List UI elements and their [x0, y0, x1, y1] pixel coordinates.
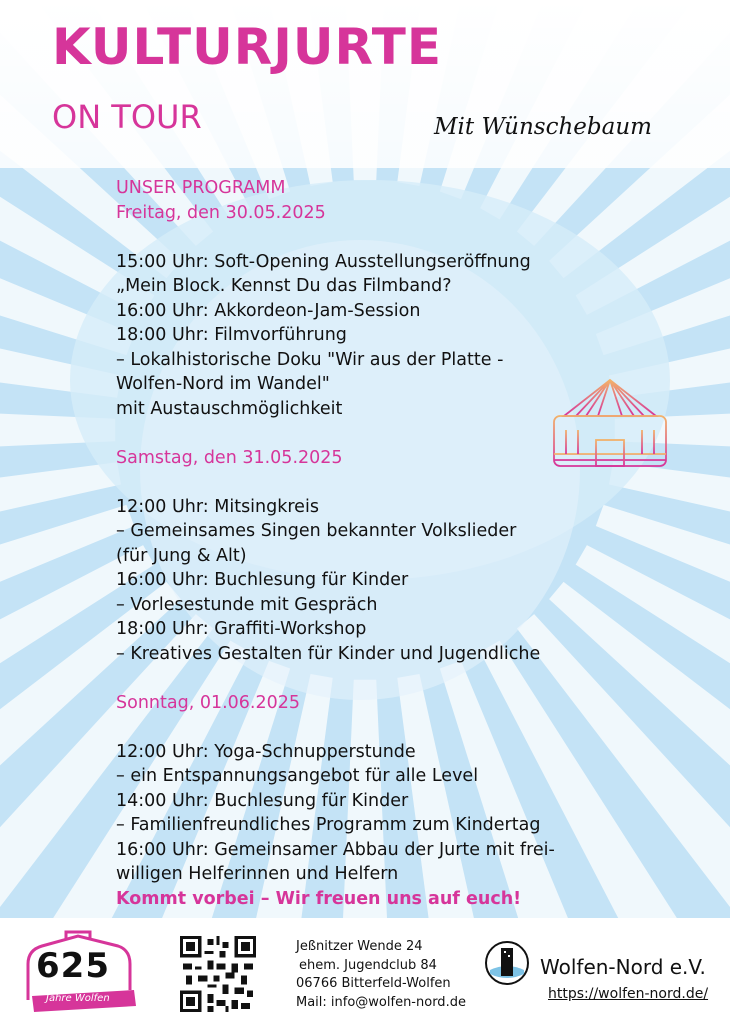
program-line: – ein Entspannungsangebot für alle Level: [116, 766, 479, 786]
poster-subtitle: ON TOUR: [52, 98, 202, 136]
program-line: – Vorlesestunde mit Gespräch: [116, 594, 378, 615]
program-line: 16:00 Uhr: Gemeinsamer Abbau der Jurte mit frei-: [116, 839, 555, 860]
address-line: 06766 Bitterfeld-Wolfen: [296, 976, 451, 991]
program-line: – Gemeinsames Singen bekannter Volkslieder: [116, 521, 517, 541]
program-line: (für Jung & Alt): [116, 545, 247, 566]
day-date: Samstag, den 31.05.2025: [116, 447, 343, 468]
address-line: Jeßnitzer Wende 24: [296, 939, 423, 954]
address-line: ehem. Jugendclub 84: [299, 957, 437, 973]
program-line: „Mein Block. Kennst Du das Filmband?: [116, 276, 452, 296]
program-heading: UNSER PROGRAMM: [116, 178, 286, 198]
address-block: [296, 938, 466, 1012]
program-line: 16:00 Uhr: Buchlesung für Kinder: [116, 570, 409, 590]
logo-number: 625: [36, 946, 110, 986]
program-line: – Lokalhistorische Doku "Wir aus der Platte -: [116, 349, 504, 370]
program-line: 12:00 Uhr: Yoga-Schnupperstunde: [116, 741, 416, 762]
day-block: [116, 201, 676, 422]
program-line: Wolfen-Nord im Wandel": [116, 374, 330, 394]
program-line: – Kreatives Gestalten für Kinder und Jugendliche: [116, 643, 541, 664]
day-block: [116, 446, 676, 667]
poster-tagline: Mit Wünschebaum: [434, 114, 652, 140]
program-line: – Familienfreundliches Programm zum Kindertag: [116, 815, 541, 835]
qr-code-icon: [180, 936, 256, 1012]
program-line: 16:00 Uhr: Akkordeon-Jam-Session: [116, 300, 421, 321]
program-line: mit Austauschmöglichkeit: [116, 398, 343, 419]
program-line: 15:00 Uhr: Soft-Opening Ausstellungseröffnung: [116, 251, 531, 272]
program-line: 18:00 Uhr: Filmvorführung: [116, 325, 347, 345]
program-content: [116, 176, 676, 911]
wolfen-nord-emblem-icon: [484, 940, 530, 986]
day-date: Sonntag, 01.06.2025: [116, 692, 301, 713]
day-block: [116, 691, 676, 887]
org-name: Wolfen-Nord e.V.: [540, 955, 706, 979]
poster-title: KULTURJURTE: [52, 18, 442, 76]
program-line: 12:00 Uhr: Mitsingkreis: [116, 496, 319, 517]
day-date: Freitag, den 30.05.2025: [116, 202, 326, 223]
logo-caption: Jahre Wolfen: [46, 993, 110, 1004]
program-line: 18:00 Uhr: Graffiti-Workshop: [116, 619, 367, 639]
website-link[interactable]: https://wolfen-nord.de/: [548, 986, 709, 1002]
address-line: Mail: info@wolfen-nord.de: [296, 994, 466, 1010]
closing-line: Kommt vorbei – Wir freuen uns auf euch!: [116, 888, 522, 909]
program-line: willigen Helferinnen und Helfern: [116, 864, 399, 884]
program-line: 14:00 Uhr: Buchlesung für Kinder: [116, 790, 409, 811]
